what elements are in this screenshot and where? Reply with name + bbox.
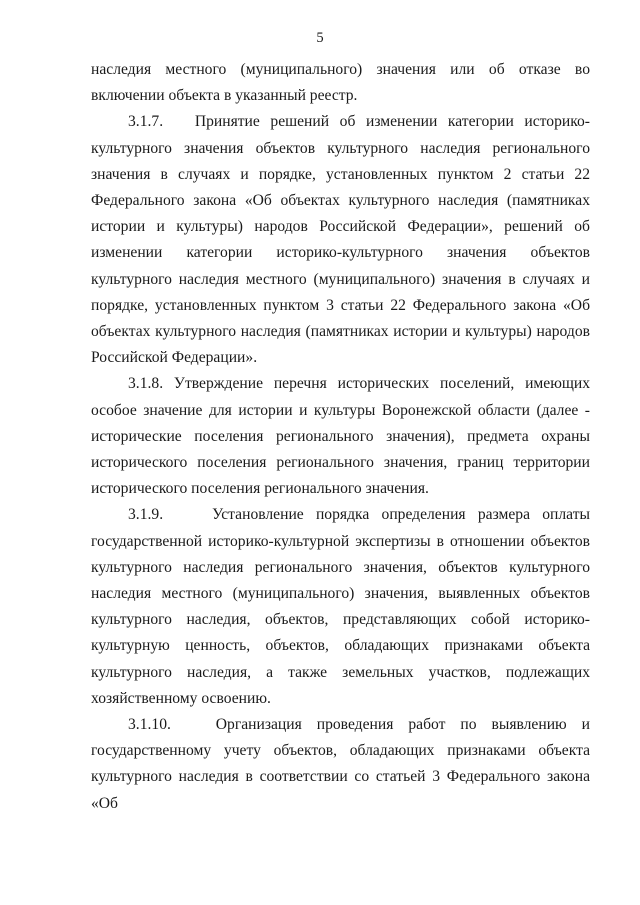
paragraph-3-1-10: 3.1.10. Организация проведения работ по выявлению и государственному учету объектов, обладающих признаками объекта культурного наследия в соответствии со статьей 3 Федерального закона «Об (91, 716, 590, 812)
paragraph-3-1-9: 3.1.9. Установление порядка определения размера оплаты государственной историко-культурной экспертизы в отношении объектов культурного наследия регионального значения, объектов культурного наследия местного (муниципального) значения, выявленных объектов культурного наследия, объектов, представляющих собой историко-культурную ценность, объектов, обладающих признаками объекта культурного наследия, а также земельных участков, подлежащих хозяйственному освоению. (91, 506, 590, 707)
paragraph-continuation: наследия местного (муниципального) значения или об отказе во включении объекта в указанный реестр. (91, 61, 590, 105)
paragraph-3-1-8: 3.1.8. Утверждение перечня исторических поселений, имеющих особое значение для истории и культуры Воронежской области (далее - исторические поселения регионального значения), предмета охраны исторического поселения регионального значения, границ территории исторического поселения регионального значения. (91, 375, 590, 498)
paragraph-3-1-7: 3.1.7. Принятие решений об изменении категории историко-культурного значения объектов культурного наследия регионального значения в случаях и порядке, установленных пунктом 2 статьи 22 Федерального закона «Об объектах культурного наследия (памятниках истории и культуры) народов Российской Федерации», решений об изменении категории историко-культурного значения объектов культурного наследия местного (муниципального) значения в случаях и порядке, установленных пунктом 3 статьи 22 Федерального закона «Об объектах культурного наследия (памятниках истории и культуры) народов Российской Федерации». (91, 113, 590, 367)
page-number: 5 (316, 30, 324, 46)
document-body (91, 57, 590, 817)
